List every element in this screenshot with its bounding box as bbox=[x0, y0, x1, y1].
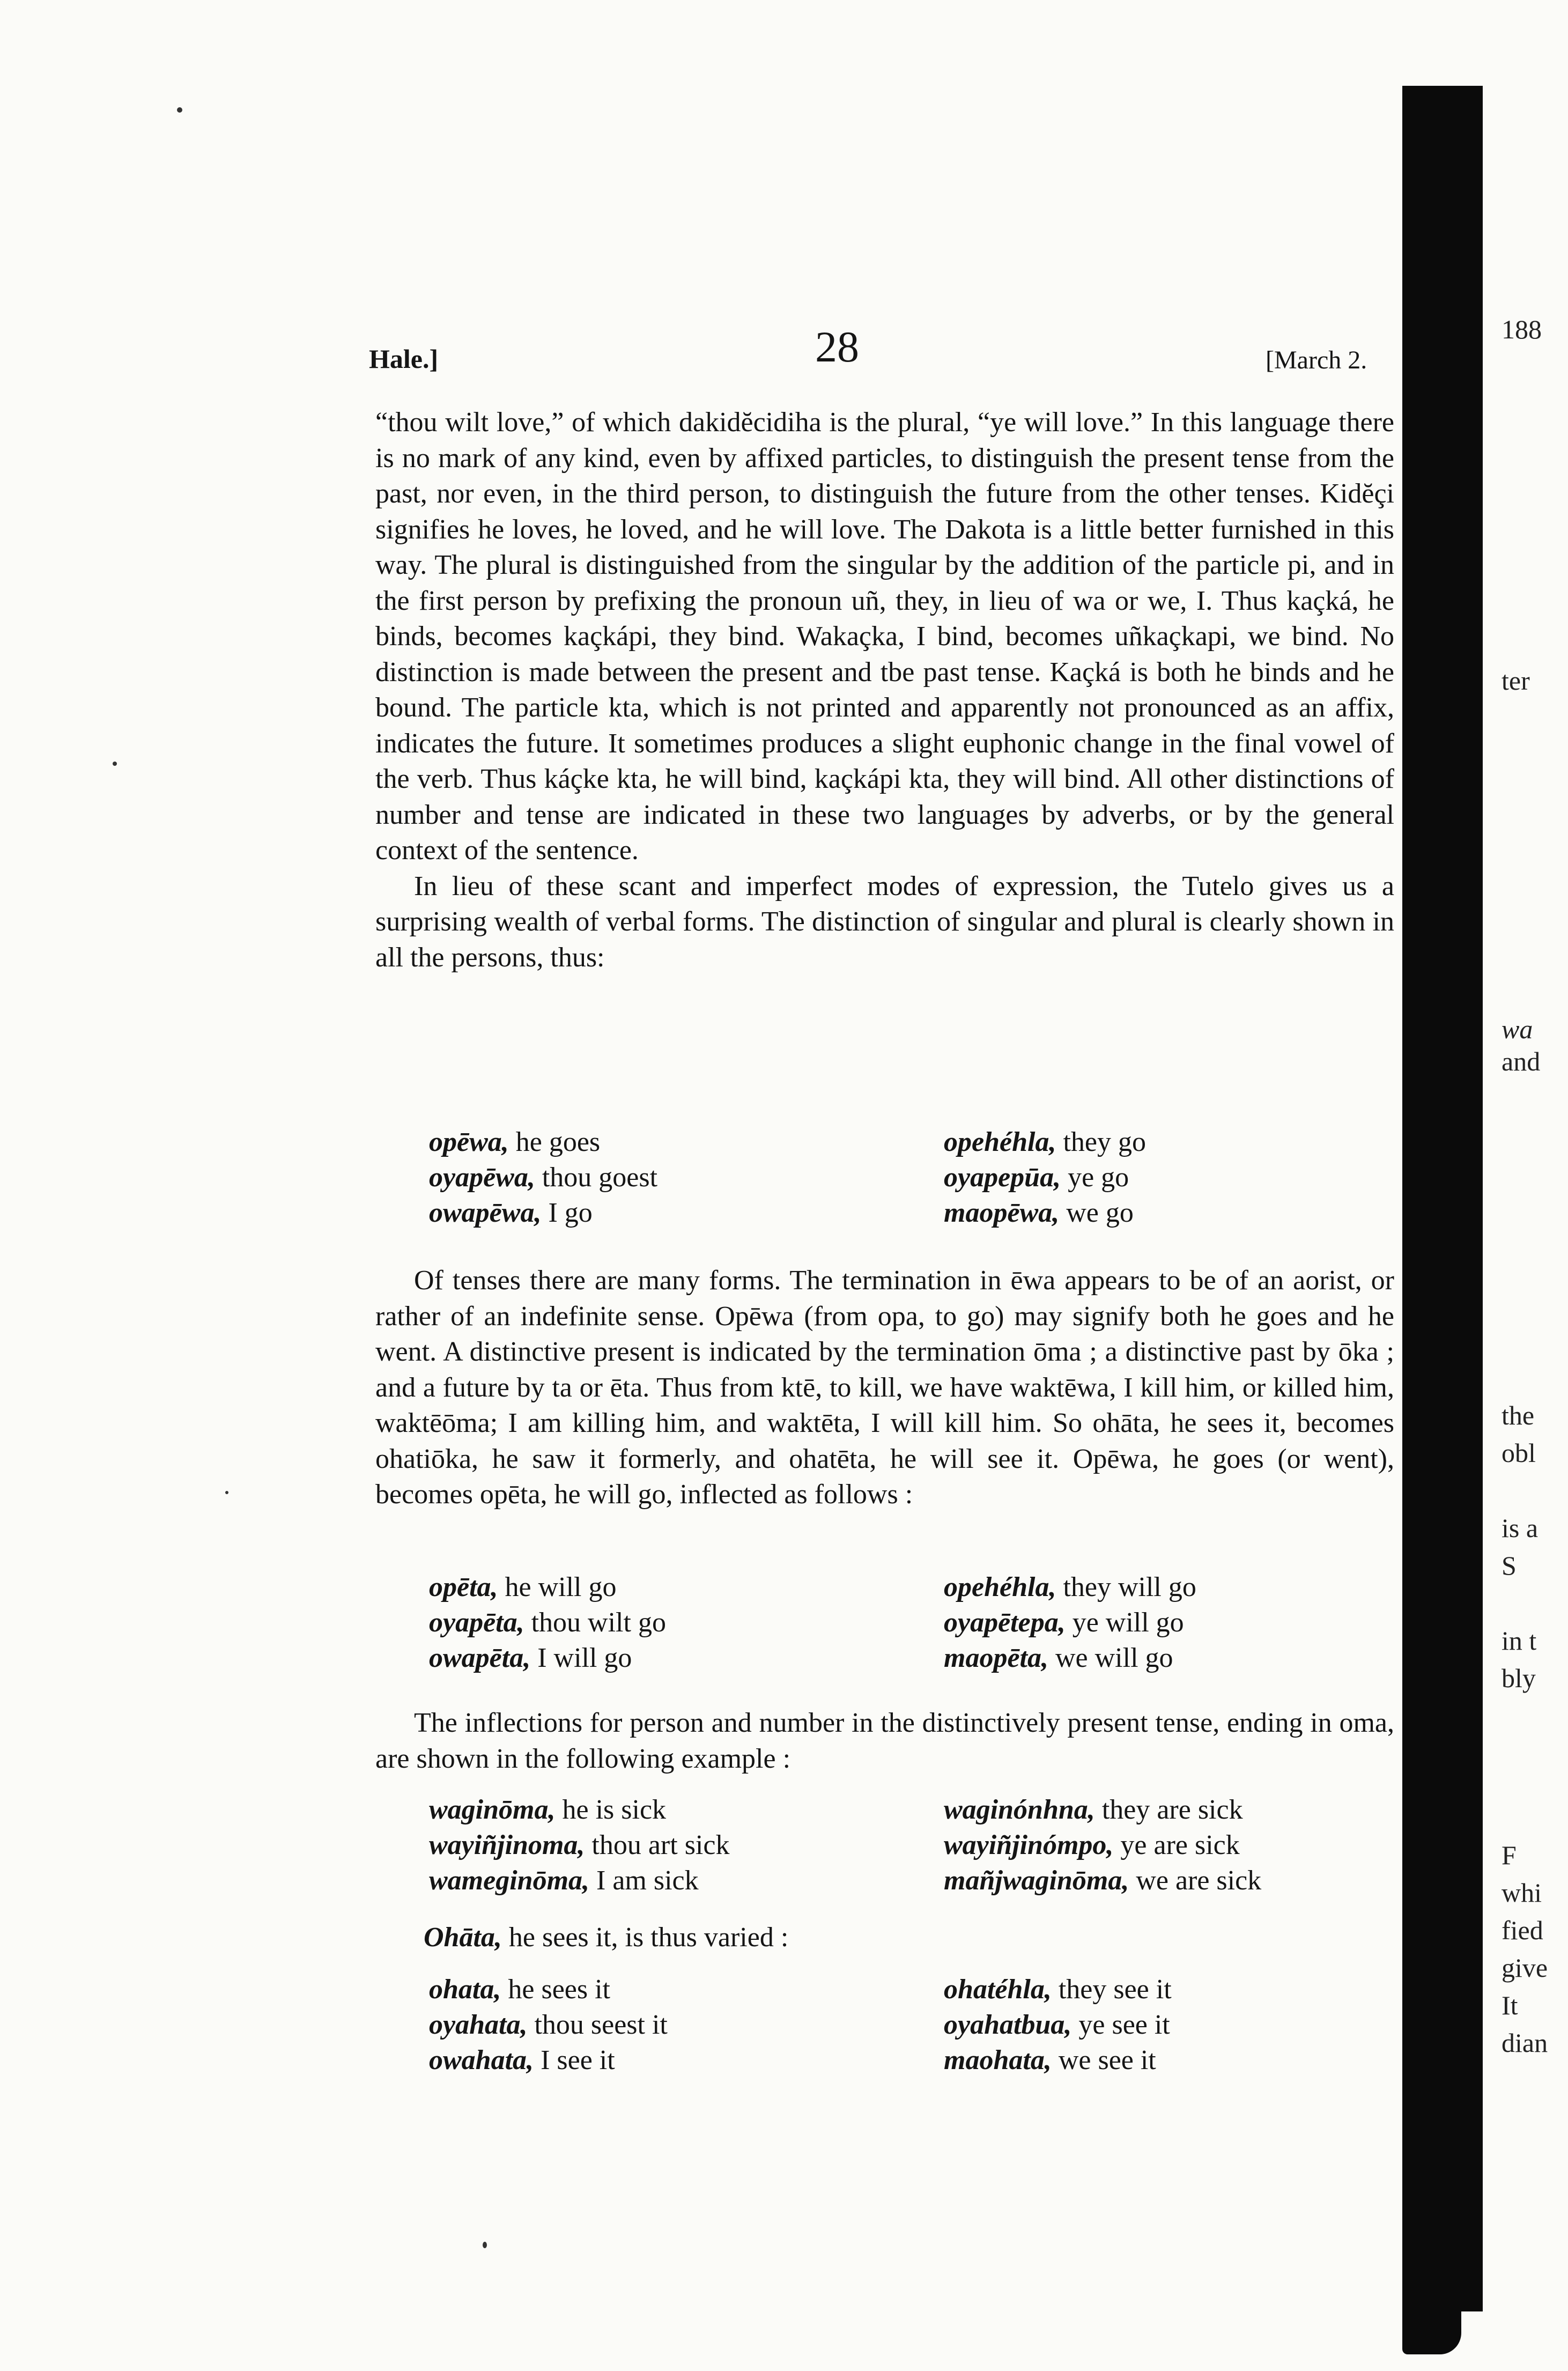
bleed-fragment: ter bbox=[1502, 666, 1530, 696]
bleed-fragment: bly bbox=[1502, 1663, 1536, 1693]
paradigm-row bbox=[429, 1642, 1448, 1680]
bleed-fragment: fied bbox=[1502, 1915, 1543, 1945]
paradigm-table-go bbox=[429, 1126, 1448, 1239]
plural-form: wayiñjinómpo, ye are sick bbox=[944, 1830, 1240, 1860]
scan-speck bbox=[225, 1491, 228, 1494]
bleed-fragment: wa bbox=[1502, 1014, 1533, 1044]
plural-form: opehéhla, they will go bbox=[944, 1572, 1196, 1602]
plural-form: maopēwa, we go bbox=[944, 1198, 1134, 1228]
singular-form: waginōma, he is sick bbox=[429, 1794, 667, 1825]
bleed-fragment: dian bbox=[1502, 2028, 1548, 2058]
plural-form: oyahatbua, ye see it bbox=[944, 2010, 1170, 2040]
bleed-fragment: in t bbox=[1502, 1626, 1537, 1656]
paragraph: The inflections for person and number in the distinctively present tense, ending in oma, are shown in the following example : bbox=[375, 1708, 1394, 1774]
bleed-fragment: obl bbox=[1502, 1438, 1536, 1468]
singular-form: wameginōma, I am sick bbox=[429, 1865, 699, 1896]
paradigm-row bbox=[429, 1162, 1448, 1199]
singular-form: opēwa, he goes bbox=[429, 1127, 601, 1157]
scan-speck bbox=[113, 762, 117, 766]
singular-form: oyahata, thou seest it bbox=[429, 2010, 668, 2040]
singular-form: opēta, he will go bbox=[429, 1572, 617, 1602]
paradigm-row bbox=[429, 1607, 1448, 1644]
binding-shadow-end bbox=[1402, 2285, 1461, 2354]
tense-paragraph bbox=[375, 1263, 1394, 1513]
page-number: 28 bbox=[815, 322, 859, 371]
singular-form: oyapēta, thou wilt go bbox=[429, 1607, 666, 1638]
paradigm-row bbox=[429, 1197, 1448, 1235]
paradigm-row bbox=[429, 2009, 1448, 2047]
bleed-fragment: It bbox=[1502, 1990, 1518, 2020]
bleed-fragment: S bbox=[1502, 1550, 1517, 1580]
body-text bbox=[375, 405, 1394, 976]
singular-form: wayiñjinoma, thou art sick bbox=[429, 1830, 730, 1860]
bleed-fragment: and bbox=[1502, 1046, 1541, 1076]
ohata-intro: Ohāta, he sees it, is thus varied : bbox=[424, 1922, 789, 1953]
paradigm-row bbox=[429, 1794, 1448, 1831]
singular-form: owahata, I see it bbox=[429, 2045, 615, 2075]
plural-form: ohatéhla, they see it bbox=[944, 1974, 1172, 2005]
bleed-fragment: is a bbox=[1502, 1513, 1539, 1543]
plural-form: opehéhla, they go bbox=[944, 1127, 1146, 1157]
plural-form: maohata, we see it bbox=[944, 2045, 1156, 2075]
paradigm-row bbox=[429, 1126, 1448, 1164]
running-head-date: [March 2. bbox=[1266, 346, 1367, 374]
plural-form: mañjwaginōma, we are sick bbox=[944, 1865, 1262, 1896]
scan-speck bbox=[177, 107, 182, 113]
paradigm-table-sick bbox=[429, 1794, 1448, 1907]
plural-form: oyapētepa, ye will go bbox=[944, 1607, 1184, 1638]
singular-form: owapēwa, I go bbox=[429, 1198, 593, 1228]
paradigm-row bbox=[429, 1865, 1448, 1902]
scan-speck bbox=[483, 2242, 487, 2248]
bleed-fragment: F bbox=[1502, 1840, 1517, 1870]
paragraph: “thou wilt love,” of which dakidĕcidiha is the plural, “ye will love.” In this language there is no mark of any kind, even by affixed particles, to distinguish the present tense from the past, nor even, in the third person, to distinguish the future from the other tenses. Kidĕçi signifies he loves, he loved, and he will love. The Dakota is a little better furnished in this way. The plural is distinguished from the singular by the addition of the particle pi, and in the first person by prefixing the pronoun uñ, they, in lieu of wa or we, I. Thus kaçká, he binds, becomes kaçkápi, they bind. Wakaçka, I bind, becomes uñkaçkapi, we bind. No distinction is made between the present and tbe past tense. Kaçká is both he binds and he bound. The particle kta, which is not printed and apparently not pronounced as an affix, indicates the future. It sometimes produces a slight euphonic change in the final vowel of the verb. Thus káçke kta, he will bind, kaçkápi kta, they will bind. All other distinctions of number and tense are indicated in these two languages by adverbs, or by the general context of the sentence. bbox=[375, 407, 1394, 866]
bleed-fragment: 188 bbox=[1502, 314, 1542, 344]
singular-form: ohata, he sees it bbox=[429, 1974, 610, 2005]
plural-form: oyapepūa, ye go bbox=[944, 1162, 1129, 1193]
running-head-author: Hale.] bbox=[369, 344, 439, 374]
bleed-fragment: give bbox=[1502, 1953, 1548, 1983]
bleed-fragment: the bbox=[1502, 1400, 1535, 1430]
paradigm-table-future bbox=[429, 1571, 1448, 1684]
paragraph: In lieu of these scant and imperfect modes of expression, the Tutelo gives us a surprising wealth of verbal forms. The distinction of singular and plural is clearly shown in all the persons, thus: bbox=[375, 870, 1394, 973]
present-paragraph bbox=[375, 1705, 1394, 1777]
plural-form: maopēta, we will go bbox=[944, 1643, 1173, 1673]
page-header bbox=[0, 322, 1416, 386]
paradigm-row bbox=[429, 2044, 1448, 2082]
paradigm-table-see bbox=[429, 1974, 1448, 2086]
singular-form: owapēta, I will go bbox=[429, 1643, 632, 1673]
singular-form: oyapēwa, thou goest bbox=[429, 1162, 658, 1193]
plural-form: waginónhna, they are sick bbox=[944, 1794, 1243, 1825]
paradigm-row bbox=[429, 1974, 1448, 2011]
paradigm-row bbox=[429, 1829, 1448, 1867]
paradigm-row bbox=[429, 1571, 1448, 1609]
paragraph: Of tenses there are many forms. The termination in ēwa appears to be of an aorist, or rather of an indefinite sense. Opēwa (from opa, to go) may signify both he goes and he went. A distinctive present is indicated by the termination ōma ; a distinctive past by ōka ; and a future by ta or ēta. Thus from ktē, to kill, we have waktēwa, I kill him, or killed him, waktēōma; I am killing him, and waktēta, I will kill him. So ohāta, he sees it, becomes ohatiōka, he saw it formerly, and ohatēta, he will see it. Opēwa, he goes (or went), becomes opēta, he will go, inflected as follows : bbox=[375, 1265, 1394, 1510]
bleed-fragment: whi bbox=[1502, 1878, 1542, 1908]
